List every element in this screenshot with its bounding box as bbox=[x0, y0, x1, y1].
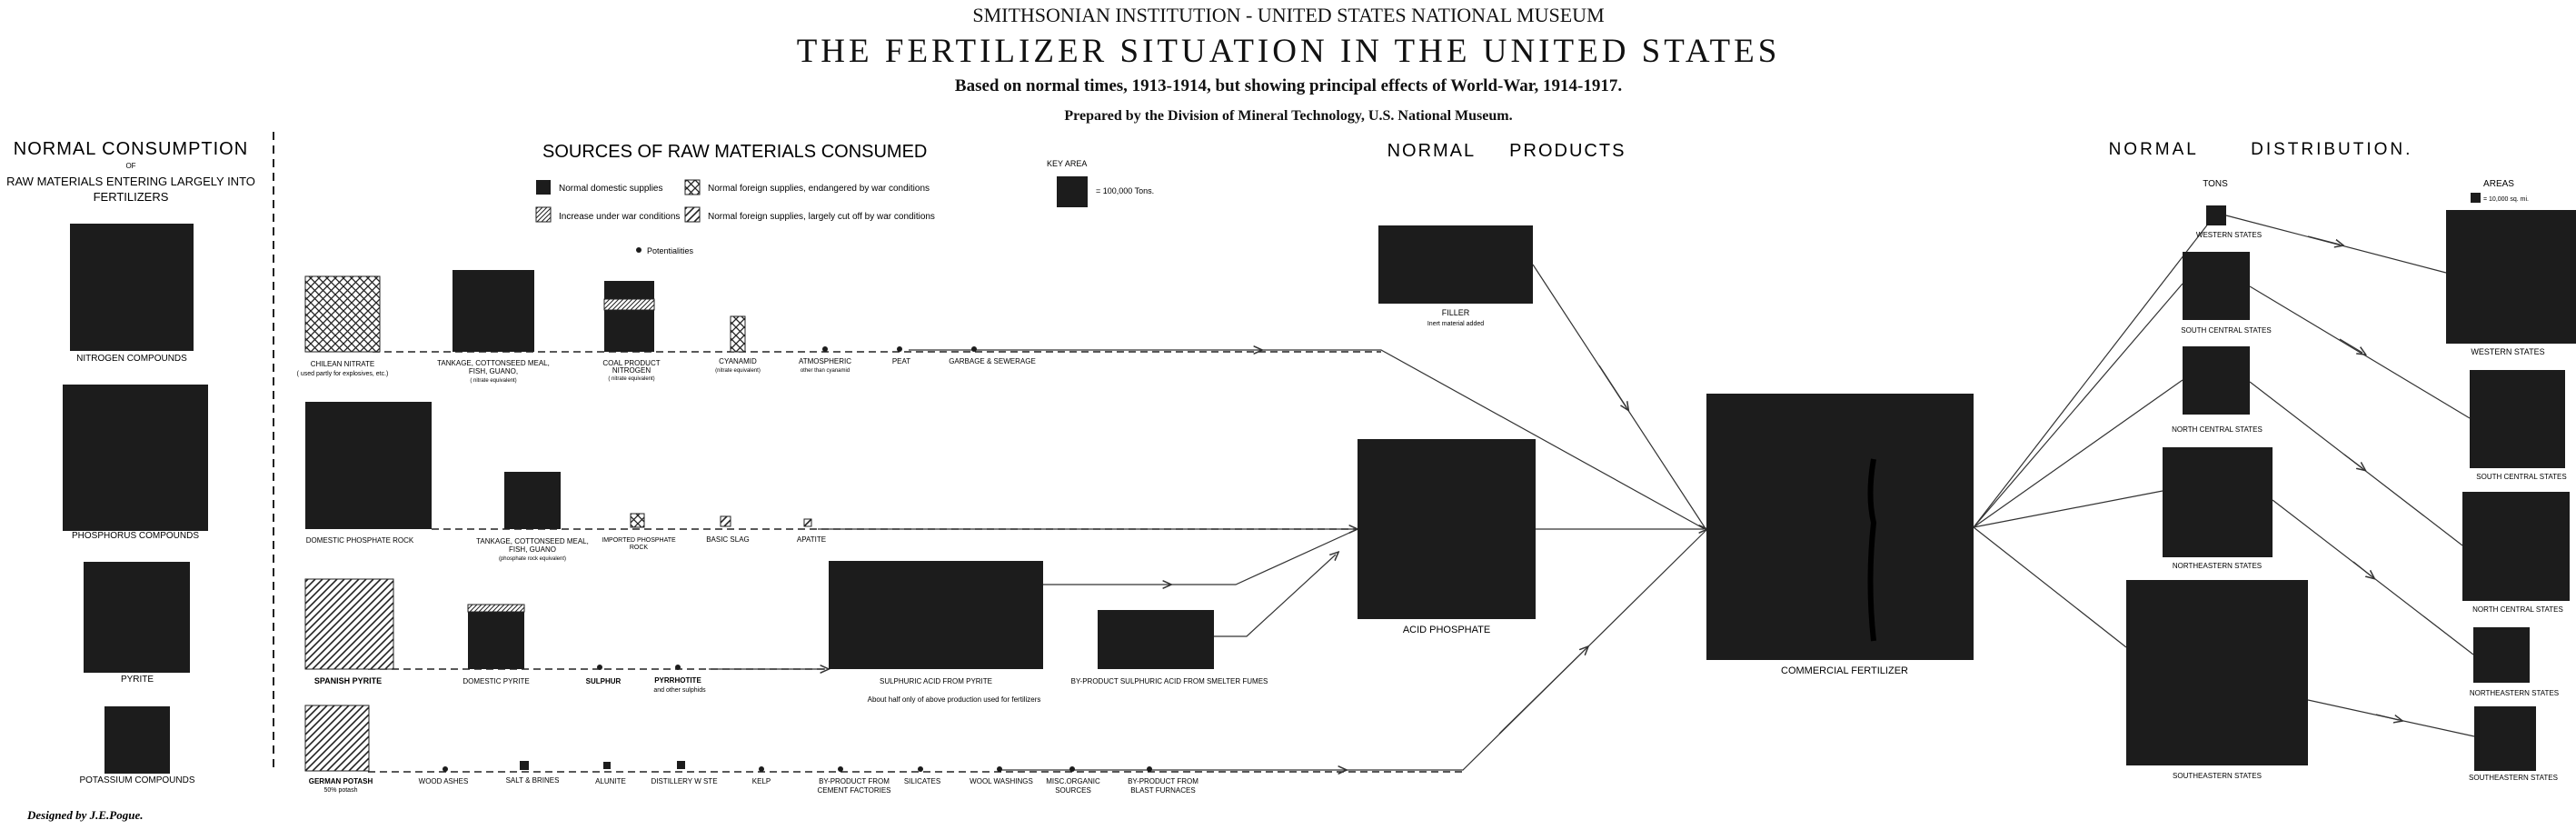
chilean-nitrate-label: CHILEAN NITRATE bbox=[310, 360, 375, 368]
domestic-phosphate-rock-label: DOMESTIC PHOSPHATE ROCK bbox=[305, 536, 414, 545]
filler-square bbox=[1378, 225, 1533, 304]
areas-key-label: = 10,000 sq. mi. bbox=[2483, 196, 2530, 203]
areas-heading: AREAS bbox=[2483, 179, 2514, 189]
german-potash-note: 50% potash bbox=[323, 787, 358, 794]
products-panel bbox=[1358, 141, 1974, 676]
sulphuric-acid-pyrite-label: SULPHURIC ACID FROM PYRITE bbox=[879, 677, 993, 685]
potassium-compounds-label: POTASSIUM COMPOUNDS bbox=[79, 775, 195, 785]
german-potash-square bbox=[305, 705, 369, 771]
wood-ashes-label: WOOD ASHES bbox=[418, 777, 469, 785]
legend-increase-label: Increase under war conditions bbox=[559, 212, 681, 222]
header bbox=[797, 4, 1781, 124]
area-north-central-square bbox=[2462, 492, 2570, 601]
products-title: NORMAL PRODUCTS bbox=[1387, 141, 1626, 161]
fan-to-north-central bbox=[1974, 380, 2183, 527]
consumption-subtitle-2: FERTILIZERS bbox=[93, 190, 169, 204]
southeastern-flow-arrow bbox=[2376, 715, 2399, 720]
filler-sub: Inert material added bbox=[1427, 321, 1485, 327]
western-flow-arrow bbox=[2308, 236, 2340, 245]
cyanamid-label: CYANAMID bbox=[719, 357, 757, 365]
area-southeastern-label: SOUTHEASTERN STATES bbox=[2469, 774, 2558, 782]
legend-domestic-swatch bbox=[536, 180, 551, 195]
coal-product-label-1: COAL PRODUCT bbox=[602, 359, 661, 367]
peat-dot bbox=[897, 346, 902, 352]
consumption-panel bbox=[6, 139, 255, 822]
tankage-phosphorus-label-3: (phosphate rock equivalent) bbox=[498, 556, 567, 562]
main-title: THE FERTILIZER SITUATION IN THE UNITED STATES bbox=[796, 33, 1781, 70]
nitrogen-compounds-square bbox=[70, 224, 194, 351]
domestic-pyrite-square bbox=[468, 605, 524, 669]
consumption-title: NORMAL CONSUMPTION bbox=[13, 139, 249, 159]
tons-south-central-label: SOUTH CENTRAL STATES bbox=[2181, 326, 2272, 335]
domestic-phosphate-rock-square bbox=[305, 402, 432, 529]
silicates-label: SILICATES bbox=[903, 777, 941, 785]
spanish-pyrite-label: SPANISH PYRITE bbox=[313, 676, 383, 685]
legend-domestic-label: Normal domestic supplies bbox=[559, 184, 663, 194]
apatite-label: APATITE bbox=[796, 535, 827, 544]
distribution-panel bbox=[1974, 140, 2576, 782]
german-potash-label: GERMAN POTASH bbox=[308, 777, 373, 785]
area-southeastern-square bbox=[2474, 706, 2536, 771]
silicates-dot bbox=[918, 766, 923, 772]
misc-organic-label-1: MISC.ORGANIC bbox=[1046, 777, 1100, 785]
key-area-title: KEY AREA bbox=[1047, 159, 1088, 168]
distribution-title: NORMAL DISTRIBUTION. bbox=[2108, 140, 2413, 159]
tankage-nitrogen-label-3: ( nitrate equivalent) bbox=[470, 378, 517, 384]
sulphur-label: SULPHUR bbox=[585, 677, 622, 685]
tons-northeastern-label: NORTHEASTERN STATES bbox=[2172, 562, 2263, 570]
smelter-acid-rect bbox=[1098, 610, 1214, 669]
pyrite-label: PYRITE bbox=[120, 675, 154, 685]
acid-phosphate-label: ACID PHOSPHATE bbox=[1402, 625, 1491, 635]
cement-label-1: BY-PRODUCT FROM bbox=[819, 777, 890, 785]
imported-phosphate-label-1: IMPORTED PHOSPHATE bbox=[602, 537, 676, 544]
consumption-of: OF bbox=[125, 162, 136, 170]
garbage-label: GARBAGE & SEWERAGE bbox=[949, 357, 1036, 365]
tons-southeastern-label: SOUTHEASTERN STATES bbox=[2173, 772, 2262, 780]
basic-slag-square bbox=[721, 516, 731, 526]
smelter-acid-label: BY-PRODUCT SULPHURIC ACID FROM SMELTER FUMES bbox=[1070, 677, 1268, 685]
alunite-label: ALUNITE bbox=[595, 777, 626, 785]
tankage-phosphorus-square bbox=[504, 472, 561, 529]
spanish-pyrite-square bbox=[305, 579, 393, 669]
wool-washings-dot bbox=[997, 766, 1002, 772]
phosphorus-compounds-label: PHOSPHORUS COMPOUNDS bbox=[71, 531, 200, 541]
pyrite-fertilizer-note: About half only of above production used for fertilizers bbox=[867, 695, 1041, 704]
fan-to-south-central bbox=[1974, 284, 2183, 527]
blast-furnaces-label-2: BLAST FURNACES bbox=[1130, 786, 1196, 795]
tankage-nitrogen-label-2: FISH, GUANO, bbox=[468, 367, 519, 375]
north-central-flow-arrow bbox=[2344, 455, 2362, 468]
sulphur-dot bbox=[597, 665, 602, 670]
area-south-central-label: SOUTH CENTRAL STATES bbox=[2476, 473, 2567, 481]
commercial-fertilizer-label: COMMERCIAL FERTILIZER bbox=[1781, 665, 1908, 676]
legend-potentialities-dot bbox=[636, 247, 642, 253]
tons-western-label: WESTERN STATES bbox=[2195, 231, 2263, 239]
atmospheric-dot bbox=[822, 346, 828, 352]
subtitle: Based on normal times, 1913-1914, but showing principal effects of World-War, 1914-1917. bbox=[954, 76, 1623, 95]
tons-north-central-label: NORTH CENTRAL STATES bbox=[2172, 425, 2263, 434]
distillery-waste-label: DISTILLERY W STE bbox=[651, 777, 718, 785]
potash-to-commercial-arrow bbox=[1499, 649, 1586, 734]
distillery-waste-square bbox=[677, 761, 685, 769]
wood-ashes-dot bbox=[443, 766, 448, 772]
tankage-phosphorus-label-1: TANKAGE, COTTONSEED MEAL, bbox=[476, 537, 589, 545]
apatite-square bbox=[804, 519, 811, 526]
area-western-square bbox=[2446, 210, 2576, 344]
coal-product-nitrogen-square bbox=[604, 281, 654, 352]
institution-line: SMITHSONIAN INSTITUTION - UNITED STATES NATIONAL MUSEUM bbox=[972, 4, 1605, 26]
cement-dot bbox=[838, 766, 843, 772]
legend-potentialities-label: Potentialities bbox=[647, 246, 694, 255]
blast-furnaces-dot bbox=[1147, 766, 1152, 772]
atmospheric-label: ATMOSPHERIC bbox=[798, 357, 852, 365]
fan-to-southeastern bbox=[1974, 527, 2126, 647]
key-area-value: = 100,000 Tons. bbox=[1096, 186, 1155, 195]
tons-northeastern-square bbox=[2163, 447, 2273, 557]
misc-organic-label-2: SOURCES bbox=[1055, 786, 1091, 795]
area-north-central-label: NORTH CENTRAL STATES bbox=[2472, 605, 2563, 614]
garbage-dot bbox=[971, 346, 977, 352]
legend-cutoff-label: Normal foreign supplies, largely cut off by war conditions bbox=[708, 212, 935, 222]
cyanamid-note: (nitrate equivalent) bbox=[715, 368, 761, 374]
wool-washings-label: WOOL WASHINGS bbox=[970, 777, 1033, 785]
pyrite-square bbox=[84, 562, 190, 673]
imported-phosphate-rock-square bbox=[631, 514, 644, 527]
tankage-nitrogen-square bbox=[453, 270, 534, 352]
sources-legend bbox=[536, 142, 1154, 255]
domestic-pyrite-label: DOMESTIC PYRITE bbox=[462, 677, 530, 685]
designer-credit: Designed by J.E.Pogue. bbox=[27, 808, 144, 822]
commercial-fertilizer-square bbox=[1706, 394, 1974, 660]
kelp-label: KELP bbox=[751, 777, 771, 785]
legend-cutoff-swatch bbox=[685, 207, 700, 222]
misc-organic-dot bbox=[1069, 766, 1075, 772]
tankage-nitrogen-label-1: TANKAGE, COTTONSEED MEAL, bbox=[437, 359, 550, 367]
south-central-flow-arrow bbox=[2340, 339, 2362, 353]
phosphorus-compounds-square bbox=[63, 385, 208, 531]
prepared-by: Prepared by the Division of Mineral Technology, U.S. National Museum. bbox=[1064, 108, 1513, 124]
tons-western-square bbox=[2206, 205, 2226, 225]
blast-furnaces-label-1: BY-PRODUCT FROM bbox=[1128, 777, 1198, 785]
chilean-nitrate-note: ( used partly for explosives, etc.) bbox=[296, 371, 389, 377]
imported-phosphate-label-2: ROCK bbox=[629, 545, 649, 551]
fan-to-northeastern bbox=[1974, 491, 2163, 527]
areas-key-square bbox=[2471, 193, 2481, 203]
cement-label-2: CEMENT FACTORIES bbox=[817, 786, 891, 795]
area-western-label: WESTERN STATES bbox=[2471, 347, 2545, 356]
atmospheric-note: other than cyanamid bbox=[800, 368, 850, 374]
chilean-nitrate-square bbox=[305, 276, 380, 352]
potassium-compounds-square bbox=[104, 706, 170, 774]
area-northeastern-label: NORTHEASTERN STATES bbox=[2469, 689, 2560, 697]
basic-slag-label: BASIC SLAG bbox=[706, 535, 750, 544]
domestic-pyrite-increase bbox=[468, 605, 524, 612]
pyrrhotite-dot bbox=[675, 665, 681, 670]
area-northeastern-square bbox=[2473, 627, 2530, 683]
legend-endangered-label: Normal foreign supplies, endangered by war conditions bbox=[708, 184, 930, 194]
legend-endangered-swatch bbox=[685, 180, 700, 195]
acid-phosphate-square bbox=[1358, 439, 1536, 619]
south-central-tons-to-area bbox=[2250, 286, 2470, 418]
cyanamid-square bbox=[731, 316, 745, 352]
peat-label: PEAT bbox=[891, 357, 911, 365]
tons-south-central-square bbox=[2183, 252, 2250, 320]
coal-product-label-2: NITROGEN bbox=[612, 366, 651, 375]
nitrogen-compounds-label: NITROGEN COMPOUNDS bbox=[76, 354, 187, 364]
coal-product-label-3: ( nitrate equivalent) bbox=[608, 376, 655, 382]
pyrrhotite-note: and other sulphids bbox=[653, 687, 706, 694]
filler-label: FILLER bbox=[1441, 308, 1470, 317]
pyrite-sources-row bbox=[305, 529, 1358, 704]
tons-north-central-square bbox=[2183, 346, 2250, 415]
sulphuric-acid-from-pyrite-rect bbox=[829, 561, 1043, 669]
pyrrhotite-label: PYRRHOTITE bbox=[654, 676, 701, 685]
kelp-dot bbox=[759, 766, 764, 772]
salt-brines-label: SALT & BRINES bbox=[505, 776, 560, 785]
coal-product-increase bbox=[604, 299, 654, 310]
sources-title: SOURCES OF RAW MATERIALS CONSUMED bbox=[542, 142, 928, 162]
commercial-fertilizer-seam bbox=[1871, 459, 1875, 641]
tankage-phosphorus-label-2: FISH, GUANO bbox=[508, 545, 557, 554]
key-area-square bbox=[1057, 176, 1088, 207]
tons-heading: TONS bbox=[2203, 179, 2228, 189]
tons-southeastern-square bbox=[2126, 580, 2308, 765]
filler-to-commercial-arrow bbox=[1599, 365, 1626, 407]
alunite-square bbox=[603, 762, 611, 769]
northeastern-flow-arrow bbox=[2353, 562, 2372, 576]
salt-brines-square bbox=[520, 761, 529, 770]
area-south-central-square bbox=[2470, 370, 2565, 468]
legend-increase-swatch bbox=[536, 207, 551, 222]
pyrite-acid-to-acid-phosphate-2 bbox=[1168, 529, 1358, 585]
phosphorus-sources-row bbox=[305, 402, 1358, 562]
consumption-subtitle-1: RAW MATERIALS ENTERING LARGELY INTO bbox=[6, 175, 255, 188]
